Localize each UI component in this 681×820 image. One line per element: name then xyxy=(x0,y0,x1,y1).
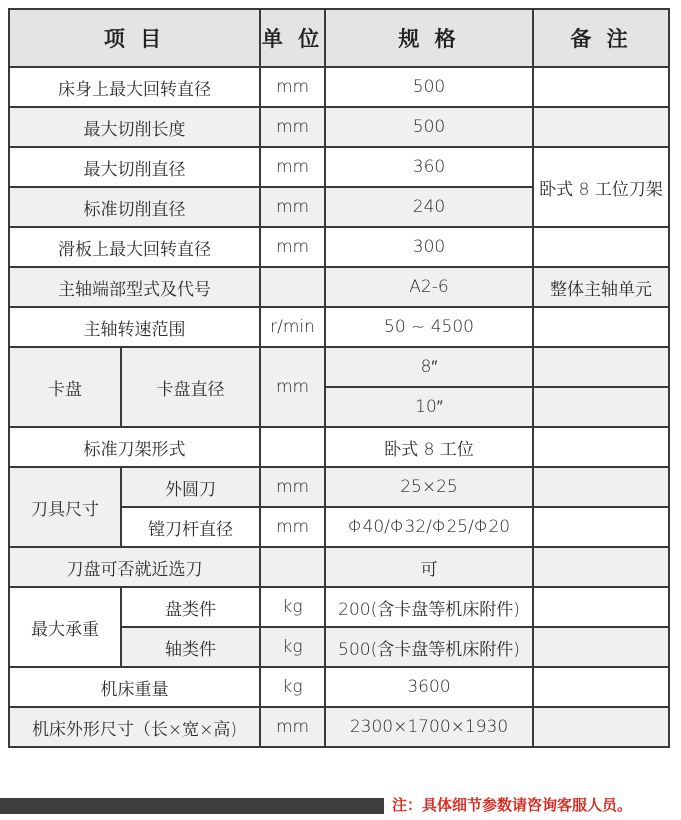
cell-note-merged: 卧式 8 工位刀架 xyxy=(533,147,669,227)
cell-note xyxy=(533,107,669,147)
cell-subitem: 盘类件 xyxy=(121,587,260,627)
cell-spec: 360 xyxy=(325,147,533,187)
footer-bar xyxy=(0,798,384,814)
cell-subitem: 卡盘直径 xyxy=(121,347,260,427)
cell-unit xyxy=(260,547,325,587)
cell-group-tool: 刀具尺寸 xyxy=(9,467,121,547)
cell-note: 整体主轴单元 xyxy=(533,267,669,307)
table-row xyxy=(9,307,669,347)
cell-unit: mm xyxy=(260,187,325,227)
header-note: 备 注 xyxy=(533,9,669,67)
cell-spec: 500 xyxy=(325,67,533,107)
cell-spec: 可 xyxy=(325,547,533,587)
cell-item: 主轴转速范围 xyxy=(9,307,260,347)
cell-note xyxy=(533,507,669,547)
cell-spec: 240 xyxy=(325,187,533,227)
table-row xyxy=(9,67,669,107)
cell-spec: A2-6 xyxy=(325,267,533,307)
cell-spec: 50 ~ 4500 xyxy=(325,307,533,347)
table-row xyxy=(9,267,669,307)
cell-spec: 300 xyxy=(325,227,533,267)
cell-item: 机床外形尺寸（长×宽×高) xyxy=(9,707,260,747)
cell-note xyxy=(533,547,669,587)
cell-spec: 卧式 8 工位 xyxy=(325,427,533,467)
table-row xyxy=(9,227,669,267)
cell-unit xyxy=(260,427,325,467)
cell-item: 机床重量 xyxy=(9,667,260,707)
cell-unit: mm xyxy=(260,147,325,187)
cell-subitem: 轴类件 xyxy=(121,627,260,667)
table-row xyxy=(9,467,669,507)
cell-spec: 25×25 xyxy=(325,467,533,507)
cell-spec: 10″ xyxy=(325,387,533,427)
cell-note xyxy=(533,427,669,467)
table-row xyxy=(9,107,669,147)
cell-spec: 500 xyxy=(325,107,533,147)
cell-note xyxy=(533,627,669,667)
cell-note xyxy=(533,347,669,387)
cell-note xyxy=(533,667,669,707)
cell-item: 床身上最大回转直径 xyxy=(9,67,260,107)
cell-note xyxy=(533,707,669,747)
table-row xyxy=(9,587,669,627)
cell-group-chuck: 卡盘 xyxy=(9,347,121,427)
cell-note xyxy=(533,67,669,107)
cell-note xyxy=(533,587,669,627)
cell-subitem: 外圆刀 xyxy=(121,467,260,507)
cell-note xyxy=(533,307,669,347)
table-row xyxy=(9,707,669,747)
cell-spec: 3600 xyxy=(325,667,533,707)
table-row xyxy=(9,347,669,387)
cell-note xyxy=(533,387,669,427)
cell-unit: kg xyxy=(260,667,325,707)
cell-spec: 200(含卡盘等机床附件) xyxy=(325,587,533,627)
cell-unit xyxy=(260,267,325,307)
table-header-row xyxy=(9,9,669,67)
cell-spec: 2300×1700×1930 xyxy=(325,707,533,747)
cell-item: 滑板上最大回转直径 xyxy=(9,227,260,267)
header-item: 项 目 xyxy=(9,9,260,67)
spec-table xyxy=(8,8,670,748)
table-row xyxy=(9,427,669,467)
cell-unit: mm xyxy=(260,107,325,147)
footer-note: 注：具体细节参数请咨询客服人员。 xyxy=(392,796,633,814)
cell-item: 最大切削直径 xyxy=(9,147,260,187)
cell-unit: kg xyxy=(260,587,325,627)
table-row xyxy=(9,547,669,587)
cell-unit: mm xyxy=(260,507,325,547)
cell-item: 刀盘可否就近选刀 xyxy=(9,547,260,587)
cell-spec: 8″ xyxy=(325,347,533,387)
cell-unit: mm xyxy=(260,227,325,267)
cell-item: 最大切削长度 xyxy=(9,107,260,147)
cell-unit: mm xyxy=(260,707,325,747)
cell-unit: mm xyxy=(260,67,325,107)
cell-unit: r/min xyxy=(260,307,325,347)
cell-unit: mm xyxy=(260,467,325,507)
header-spec: 规 格 xyxy=(325,9,533,67)
cell-note xyxy=(533,467,669,507)
table-row xyxy=(9,667,669,707)
cell-spec: Φ40/Φ32/Φ25/Φ20 xyxy=(325,507,533,547)
cell-spec: 500(含卡盘等机床附件) xyxy=(325,627,533,667)
cell-group-load: 最大承重 xyxy=(9,587,121,667)
cell-item: 标准切削直径 xyxy=(9,187,260,227)
cell-item: 主轴端部型式及代号 xyxy=(9,267,260,307)
cell-subitem: 镗刀杆直径 xyxy=(121,507,260,547)
cell-item: 标准刀架形式 xyxy=(9,427,260,467)
header-unit: 单 位 xyxy=(260,9,325,67)
cell-note xyxy=(533,227,669,267)
cell-unit: kg xyxy=(260,627,325,667)
cell-unit: mm xyxy=(260,347,325,427)
table-row xyxy=(9,147,669,187)
